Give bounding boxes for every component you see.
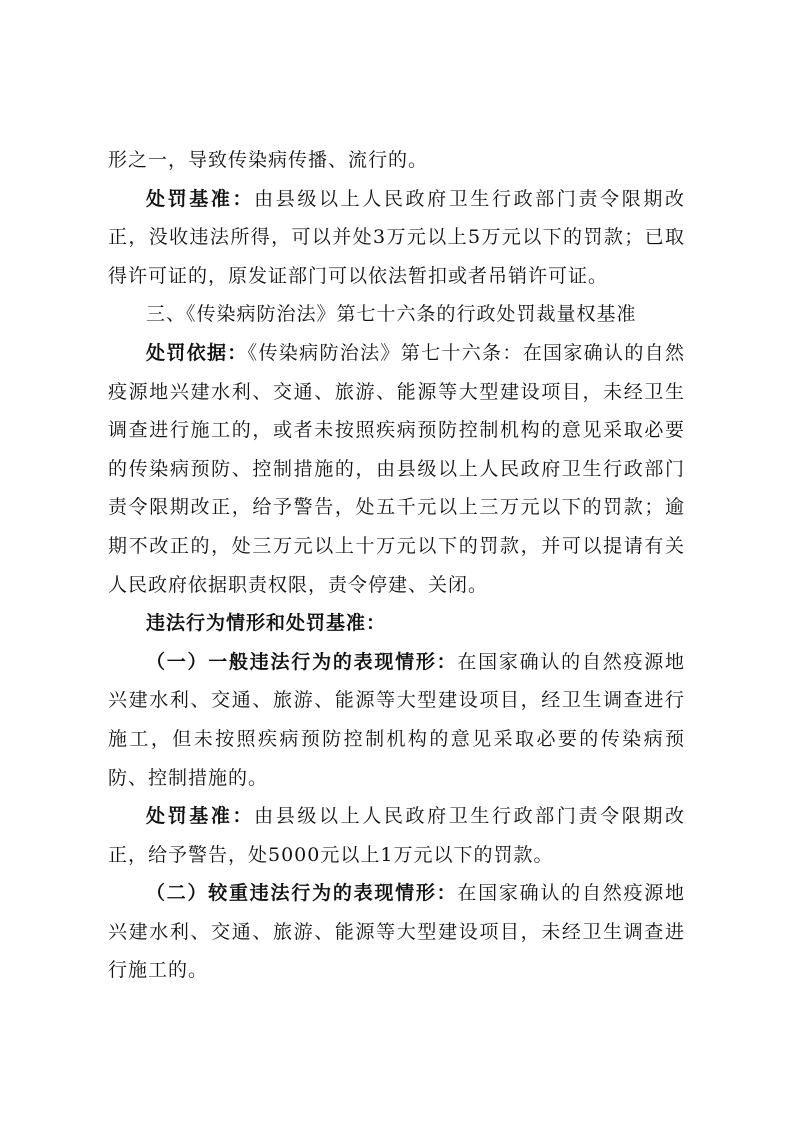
section-heading-text: 三、《传染病防治法》第七十六条的行政处罚裁量权基准	[146, 303, 637, 326]
paragraph-text: 由县级以上人民政府卫生行政部门责令限期改正，没收违法所得，可以并处3万元以上5万元以下的罚款；已取得许可证的，原发证部门可以依法暂扣或者吊销许可证。	[108, 187, 685, 287]
paragraph-text: 在国家确认的自然疫源地兴建水利、交通、旅游、能源等大型建设项目，经卫生调查进行施工，但未按照疾病预防控制机构的意见采取必要的传染病预防、控制措施的。	[108, 650, 685, 789]
paragraph-penalty-standard	[108, 180, 685, 296]
paragraph-general-violation	[108, 643, 685, 797]
section-heading	[108, 295, 685, 334]
paragraph-text: 形之一，导致传染病传播、流行的。	[108, 149, 429, 171]
paragraph-label: （二）较重违法行为的表现情形：	[146, 882, 458, 905]
paragraph-violation-situations	[108, 604, 685, 643]
paragraph-text: 《传染病防治法》第七十六条：在国家确认的自然疫源地兴建水利、交通、旅游、能源等大型建设项目，未经卫生调查进行施工的，或者未按照疾病预防控制机构的意见采取必要的传染病预防、控制措施的，由县级以上人民政府卫生行政部门责令限期改正，给予警告，处五千元以上三万元以下的罚款；逾期不改正的，处三万元以上十万元以下的罚款，并可以提请有关人民政府依据职责权限，责令停建、关闭。	[108, 341, 685, 596]
paragraph-penalty-standard-general	[108, 797, 685, 874]
paragraph-label: 处罚基准：	[146, 187, 255, 210]
paragraph-label: （一）一般违法行为的表现情形：	[146, 650, 458, 673]
paragraph-serious-violation	[108, 874, 685, 990]
paragraph-continuation	[108, 141, 685, 180]
paragraph-penalty-basis	[108, 334, 685, 604]
paragraph-text: 在国家确认的自然疫源地兴建水利、交通、旅游、能源等大型建设项目，未经卫生调查进行施工的。	[108, 882, 685, 982]
paragraph-label: 处罚依据：	[146, 341, 248, 364]
paragraph-label: 违法行为情形和处罚基准：	[146, 612, 387, 635]
paragraph-text: 由县级以上人民政府卫生行政部门责令限期改正，给予警告，处5000元以上1万元以下的罚款。	[108, 805, 685, 866]
paragraph-label: 处罚基准：	[146, 805, 255, 828]
